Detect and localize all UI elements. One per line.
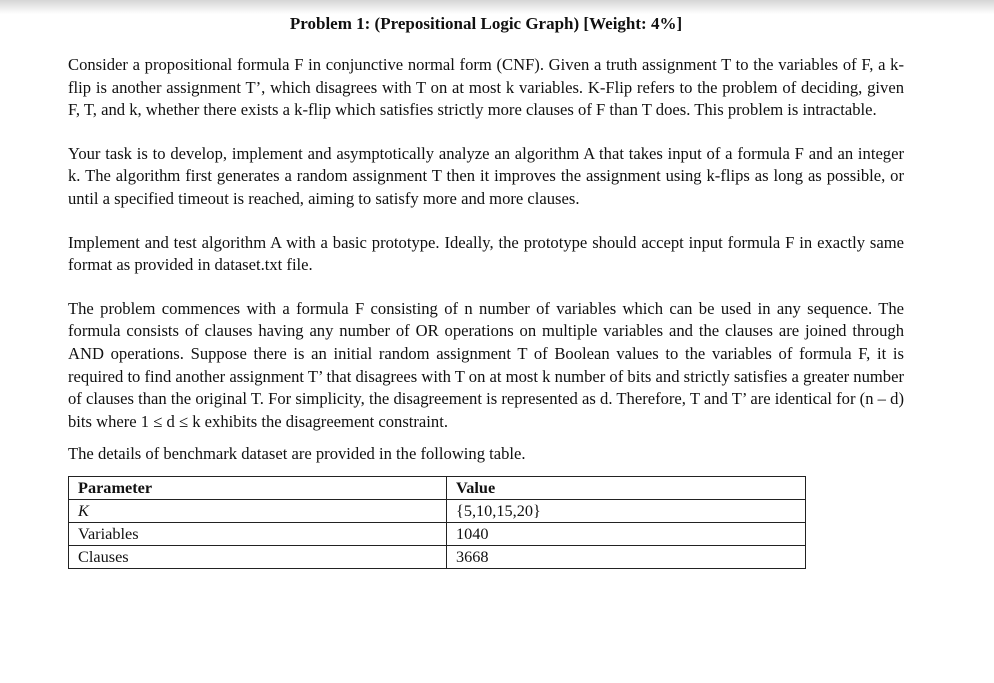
- table-cell-parameter: Clauses: [69, 545, 447, 568]
- paragraph-problem-description: The problem commences with a formula F consisting of n number of variables which can be used in any sequence. The formula consists of clauses having any number of OR operations on multiple variables and the clauses are joined through AND operations. Suppose there is an initial random assignment T of Boolean values to the variables of formula F, it is required to find another assignment T’ that disagrees with T on at most k number of bits and strictly satisfies a greater number of clauses than the original T. For simplicity, the disagreement is represented as d. Therefore, T and T’ are identical for (n – d) bits where 1 ≤ d ≤ k exhibits the disagreement constraint.: [68, 298, 904, 431]
- table-row: [69, 499, 806, 522]
- table-cell-value: 1040: [447, 522, 806, 545]
- table-header-parameter: Parameter: [69, 476, 447, 499]
- benchmark-table: [68, 476, 806, 569]
- problem-title: Problem 1: (Prepositional Logic Graph) [Weight: 4%]: [289, 14, 683, 33]
- table-cell-value: {5,10,15,20}: [447, 499, 806, 522]
- paragraph-task: Your task is to develop, implement and asymptotically analyze an algorithm A that takes input of a formula F and an integer k. The algorithm first generates a random assignment T then it improves the assignment using k-flips as long as possible, or until a specified timeout is reached, aiming to satisfy more and more clauses.: [68, 143, 904, 208]
- table-cell-parameter: Variables: [69, 522, 447, 545]
- table-cell-parameter: K: [69, 499, 447, 522]
- table-header-row: [69, 476, 806, 499]
- document-page: [68, 12, 904, 569]
- table-cell-value: 3668: [447, 545, 806, 568]
- paragraph-table-intro: The details of benchmark dataset are provided in the following table.: [68, 444, 526, 464]
- paragraph-definition: Consider a propositional formula F in conjunctive normal form (CNF). Given a truth assignment T to the variables of F, a k-flip is another assignment T’, which disagrees with T on at most k variables. K-Flip refers to the problem of deciding, given F, T, and k, whether there exists a k-flip which satisfies strictly more clauses of F than T does. This problem is intractable.: [68, 55, 904, 120]
- table-row: [69, 545, 806, 568]
- paragraph-prototype: Implement and test algorithm A with a basic prototype. Ideally, the prototype should accept input formula F in exactly same format as provided in dataset.txt file.: [68, 232, 904, 275]
- table-header-value: Value: [447, 476, 806, 499]
- table-row: [69, 522, 806, 545]
